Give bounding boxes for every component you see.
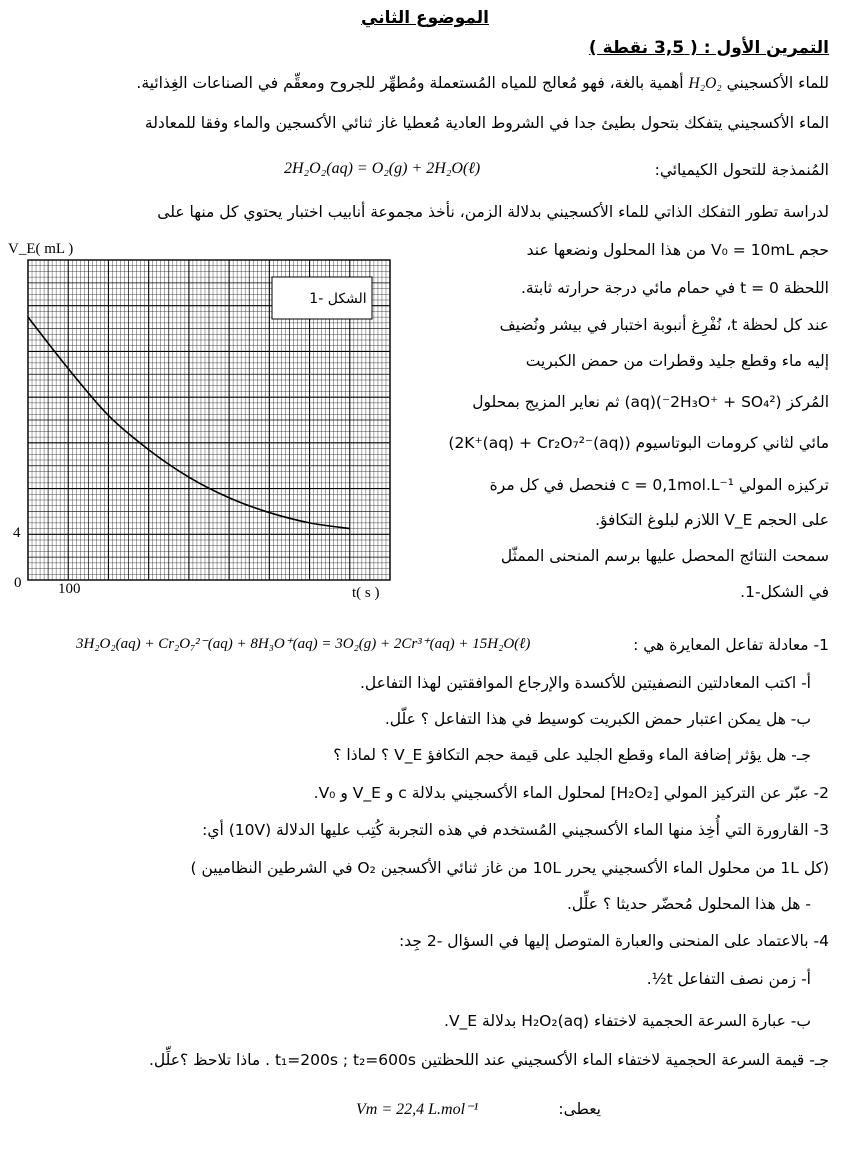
q4-label: 4- بالاعتماد على المنحنى والعبارة المتوصل إليها في السؤال -2 جِد: — [398, 932, 829, 950]
x-axis-label: t( s ) — [352, 585, 380, 601]
procedure-line: مائي لثاني كرومات البوتاسيوم (2K⁺(aq) + Cr₂O₇²⁻(aq)) — [448, 434, 829, 452]
procedure-line: على الحجم V_E اللازم لبلوغ التكافؤ. — [595, 511, 829, 529]
origin-label: 0 — [14, 575, 22, 591]
procedure-line: في الشكل-1. — [740, 583, 829, 601]
titration-equation: 3H₂O₂(aq) + Cr₂O₇²⁻(aq) + 8H₃O⁺(aq) = 3O₂(g) + 2Cr³⁺(aq) + 15H₂O(ℓ) — [76, 636, 531, 652]
page-title: الموضوع الثاني — [361, 8, 489, 28]
intro-line-3-label: المُنمذجة للتحول الكيميائي: — [654, 161, 829, 179]
intro-line-1: للماء الأكسجيني H₂O₂ أهمية بالغة، فهو مُعالج للمياه المُستعملة ومُطهِّر للجروح ومعقِّم في الصناعات الغِذائية. — [136, 74, 829, 92]
q3-label: 3- القارورة التي أُخِذ منها الماء الأكسجيني المُستخدم في هذه التجربة كُتِب عليها الدلالة (10V) أي: — [202, 821, 829, 839]
q4-c: جـ- قيمة السرعة الحجمية لاختفاء الماء الأكسجيني عند اللحظتين t₁=200s ; t₂=600s . ماذا تلاحظ ؟علِّل. — [148, 1051, 829, 1069]
x-tick-label: 100 — [58, 581, 81, 597]
procedure-line: حجم V₀ = 10mL من هذا المحلول ونضعها عند — [526, 241, 829, 259]
procedure-line: عند كل لحظة t، نُفْرِغ أنبوبة اختبار في بيشر ونُضيف — [499, 316, 829, 334]
procedure-line: إليه ماء وقطع جليد وقطرات من حمض الكبريت — [525, 352, 829, 370]
exercise-title: التمرين الأول : ( 3,5 نقطة ) — [588, 38, 829, 58]
y-axis-label: V_E( mL ) — [8, 241, 74, 257]
q4-b: ب- عبارة السرعة الحجمية لاختفاء H₂O₂(aq) بدلالة V_E. — [444, 1012, 811, 1030]
q1-a: أ- اكتب المعادلتين النصفيتين للأكسدة والإرجاع الموافقتين لهذا التفاعل. — [360, 674, 811, 692]
ve-vs-time-chart — [0, 235, 400, 605]
intro-line-4: لدراسة تطور التفكك الذاتي للماء الأكسجيني بدلالة الزمن، نأخذ مجموعة أنابيب اختبار يحتوي كل منها على — [157, 203, 829, 221]
formula-h2o2: H₂O₂ — [688, 75, 722, 92]
procedure-line: سمحت النتائج المحصل عليها برسم المنحنى الممثّل — [500, 547, 829, 565]
given-value: Vm = 22,4 L.mol⁻¹ — [356, 1101, 479, 1118]
decomposition-equation: 2H₂O₂(aq) = O₂(g) + 2H₂O(ℓ) — [284, 160, 481, 177]
y-tick-label: 4 — [13, 525, 21, 541]
q3-question: - هل هذا المحلول مُحضّر حديثا ؟ علِّل. — [566, 895, 811, 913]
q1-c: جـ- هل يؤثر إضافة الماء وقطع الجليد على قيمة حجم التكافؤ V_E ؟ لماذا ؟ — [333, 746, 811, 764]
q4-a: أ- زمن نصف التفاعل t½. — [646, 970, 811, 988]
legend-label: الشكل -1 — [309, 291, 367, 307]
q1-b: ب- هل يمكن اعتبار حمض الكبريت كوسيط في هذا التفاعل ؟ علّل. — [384, 710, 811, 728]
given-label: يعطى: — [558, 1100, 601, 1118]
procedure-line: اللحظة t = 0 في حمام مائي درجة حرارته ثابتة. — [520, 279, 829, 297]
procedure-line: المُركز (2H₃O⁺ + SO₄²⁻)(aq) ثم نعاير المزيج بمحلول — [472, 393, 829, 411]
q3-note: (كل 1L من محلول الماء الأكسجيني يحرر 10L من غاز ثنائي الأكسجين O₂ في الشرطين النظاميين ) — [190, 859, 829, 877]
procedure-line: تركيزه المولي c = 0,1mol.L⁻¹ فنحصل في كل مرة — [489, 476, 829, 494]
intro-line-2: الماء الأكسجيني يتفكك بتحول بطيئ جدا في الشروط العادية مُعطيا غاز ثنائي الأكسجين والماء وفقا للمعادلة — [144, 114, 829, 132]
q2: 2- عبّر عن التركيز المولي [H₂O₂] لمحلول الماء الأكسجيني بدلالة c و V_E و V₀. — [313, 784, 829, 802]
q1-label: 1- معادلة تفاعل المعايرة هي : — [633, 636, 829, 654]
